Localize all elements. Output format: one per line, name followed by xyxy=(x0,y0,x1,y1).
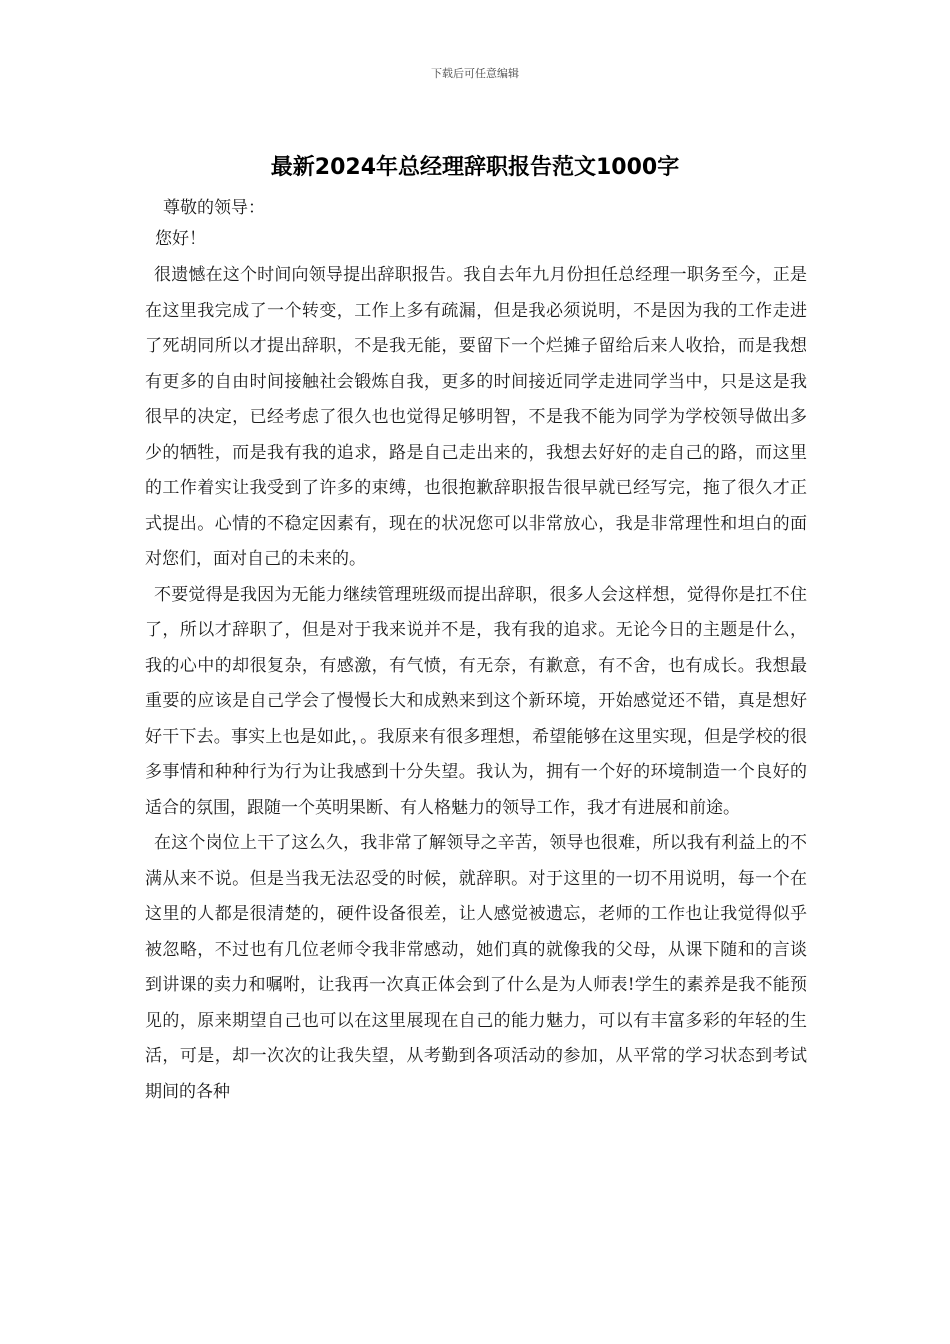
salutation: 尊敬的领导： xyxy=(163,198,265,218)
document-body xyxy=(145,193,807,1110)
greeting: 您好！ xyxy=(155,229,206,249)
paragraph-2: 不要觉得是我因为无能力继续管理班级而提出辞职，很多人会这样想，觉得你是扛不住了，所以才辞职了，但是对于我来说并不是，我有我的追求。无论今日的主题是什么，我的心中的却很复杂，有感激，有气愤，有无奈，有歉意，有不舍，也有成长。我想最重要的应该是自己学会了慢慢长大和成熟来到这个新环境，开始感觉还不错，真是想好好干下去。事实上也是如此，。我原来有很多理想，希望能够在这里实现，但是学校的很多事情和种种行为行为让我感到十分失望。我认为，拥有一个好的环境制造一个良好的适合的氛围，跟随一个英明果断、有人格魅力的领导工作，我才有进展和前途。 xyxy=(145,584,807,818)
header-note: 下载后可任意编辑 xyxy=(431,67,519,80)
paragraph-3: 在这个岗位上干了这么久，我非常了解领导之辛苦，领导也很难，所以我有利益上的不满从来不说。但是当我无法忍受的时候，就辞职。对于这里的一切不用说明，每一个在这里的人都是很清楚的，硬件设备很差，让人感觉被遗忘，老师的工作也让我觉得似乎被忽略，不过也有几位老师令我非常感动，她们真的就像我的父母，从课下随和的言谈到讲课的卖力和嘱咐，让我再一次真正体会到了什么是为人师表!学生的素养是我不能预见的，原来期望自己也可以在这里展现在自己的能力魅力，可以有丰富多彩的年轻的生活，可是，却一次次的让我失望，从考勤到各项活动的参加，从平常的学习状态到考试期间的各种 xyxy=(145,833,807,1102)
document-title: 最新2024年总经理辞职报告范文1000字 xyxy=(270,155,680,180)
paragraph-1: 很遗憾在这个时间向领导提出辞职报告。我自去年九月份担任总经理一职务至今，正是在这里我完成了一个转变，工作上多有疏漏，但是我必须说明，不是因为我的工作走进了死胡同所以才提出辞职，不是我无能，要留下一个烂摊子留给后来人收拾，而是我想有更多的自由时间接触社会锻炼自我，更多的时间接近同学走进同学当中，只是这是我很早的决定，已经考虑了很久也也觉得足够明智，不是我不能为同学为学校领导做出多少的牺牲，而是我有我的追求，路是自己走出来的，我想去好好的走自己的路，而这里的工作着实让我受到了许多的束缚，也很抱歉辞职报告很早就已经写完，拖了很久才正式提出。心情的不稳定因素有，现在的状况您可以非常放心，我是非常理性和坦白的面对您们，面对自己的未来的。 xyxy=(145,265,807,569)
